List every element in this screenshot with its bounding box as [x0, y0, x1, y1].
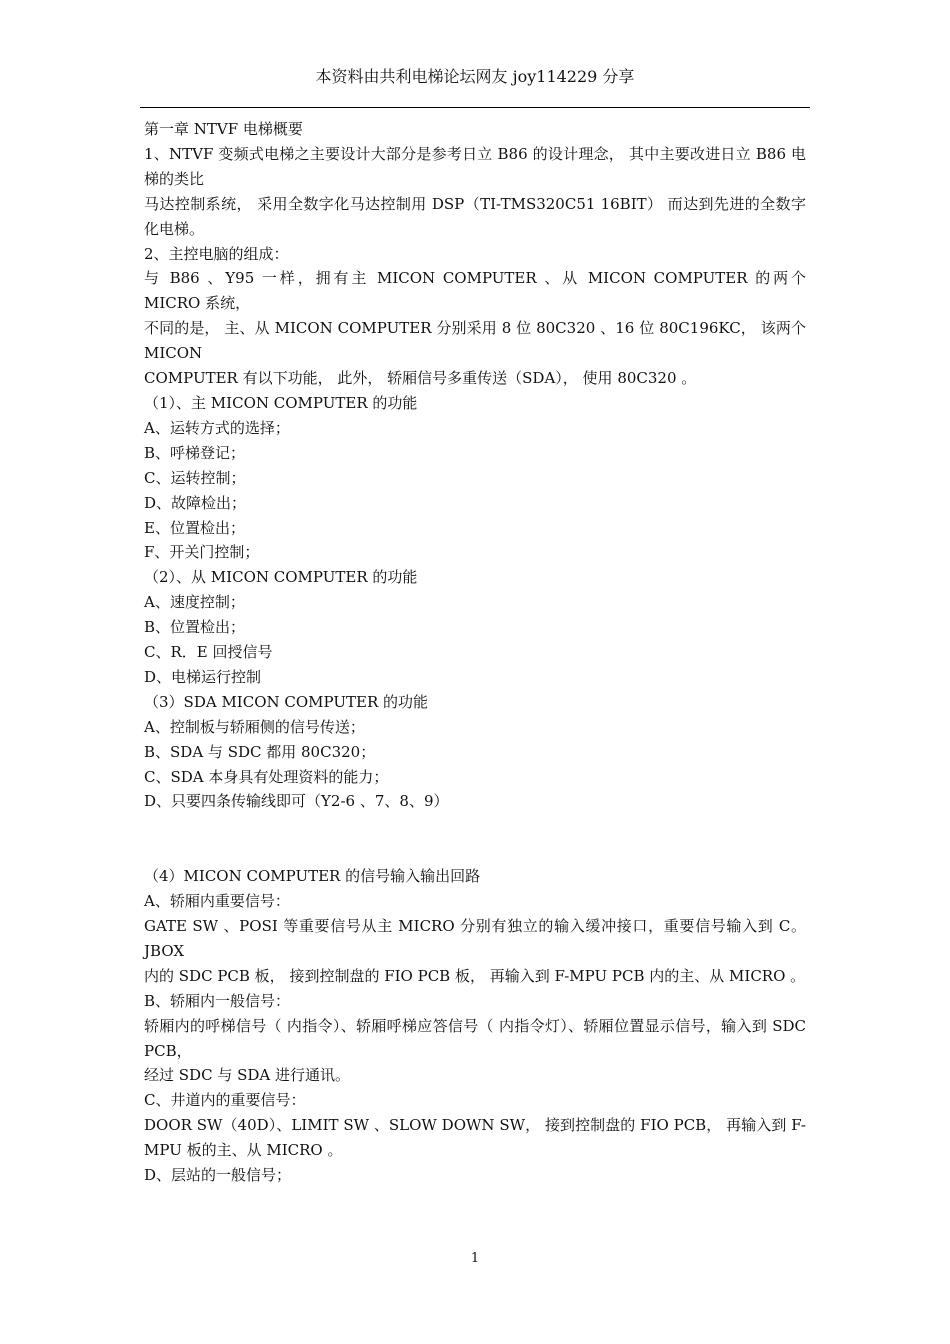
paragraph: 内的 SDC PCB 板， 接到控制盘的 FIO PCB 板， 再输入到 F-MPU PCB 内的主、从 MICRO 。 — [144, 966, 806, 985]
list-item: C、井道内的重要信号： — [144, 1091, 306, 1110]
header-rule — [140, 107, 810, 108]
list-item: B、SDA 与 SDC 都用 80C320； — [144, 742, 376, 761]
paragraph: 1、NTVF 变频式电梯之主要设计大部分是参考日立 B86 的设计理念， 其中主要改进日立 B86 电梯的类比 — [144, 144, 806, 188]
list-item: F、开关门控制； — [144, 543, 260, 562]
list-item: A、控制板与轿厢侧的信号传送； — [144, 717, 365, 736]
list-item: D、只要四条传输线即可（Y2-6 、7、8、9） — [144, 792, 449, 811]
paragraph: COMPUTER 有以下功能， 此外， 轿厢信号多重传送（SDA）， 使用 80C320 。 — [144, 369, 697, 388]
section-heading: （1）、主 MICON COMPUTER 的功能 — [144, 393, 418, 412]
list-item: B、位置检出； — [144, 618, 246, 637]
paragraph: 经过 SDC 与 SDA 进行通讯。 — [144, 1066, 350, 1085]
section-heading: （3）SDA MICON COMPUTER 的功能 — [144, 692, 429, 711]
list-item: D、层站的一般信号； — [144, 1166, 292, 1185]
list-item: A、运转方式的选择； — [144, 418, 290, 437]
paragraph: GATE SW 、POSI 等重要信号从主 MICRO 分别有独立的输入缓冲接口，重要信号输入到 C。JBOX — [144, 916, 806, 960]
blank-space — [144, 814, 806, 864]
paragraph: 轿厢内的呼梯信号（ 内指令）、轿厢呼梯应答信号（ 内指令灯）、轿厢位置显示信号，输入到 SDC PCB， — [144, 1016, 806, 1060]
list-item: B、呼梯登记； — [144, 443, 246, 462]
list-item: D、电梯运行控制 — [144, 667, 262, 686]
list-item: D、故障检出； — [144, 493, 247, 512]
list-item: A、速度控制； — [144, 593, 245, 612]
section-heading: （2）、从 MICON COMPUTER 的功能 — [144, 568, 418, 587]
list-item: A、轿厢内重要信号： — [144, 892, 290, 911]
section-heading: （4）MICON COMPUTER 的信号输入输出回路 — [144, 867, 481, 886]
paragraph: 2、主控电脑的组成： — [144, 244, 289, 263]
paragraph: 马达控制系统， 采用全数字化马达控制用 DSP（TI-TMS320C51 16BIT） 而达到先进的全数字化电梯。 — [144, 194, 806, 238]
paragraph: 与 B86 、Y95 一样，拥有主 MICON COMPUTER 、从 MICON COMPUTER 的两个 MICRO 系统， — [144, 269, 806, 313]
list-item: C、运转控制； — [144, 468, 246, 487]
paragraph: 不同的是， 主、从 MICON COMPUTER 分别采用 8 位 80C320 、16 位 80C196KC， 该两个 MICON — [144, 319, 806, 363]
page-header: 本资料由共利电梯论坛网友 joy114229 分享 — [315, 67, 635, 86]
chapter-title: 第一章 NTVF 电梯概要 — [144, 120, 303, 138]
list-item: C、SDA 本身具有处理资料的能力； — [144, 767, 389, 786]
list-item: B、轿厢内一般信号： — [144, 991, 291, 1010]
paragraph: DOOR SW（40D）、LIMIT SW 、SLOW DOWN SW， 接到控制盘的 FIO PCB， 再输入到 F-MPU 板的主、从 MICRO 。 — [144, 1116, 806, 1160]
document-body — [144, 117, 806, 1188]
list-item: C、R．E 回授信号 — [144, 643, 273, 662]
list-item: E、位置检出； — [144, 518, 245, 537]
page-number: 1 — [470, 1251, 480, 1266]
